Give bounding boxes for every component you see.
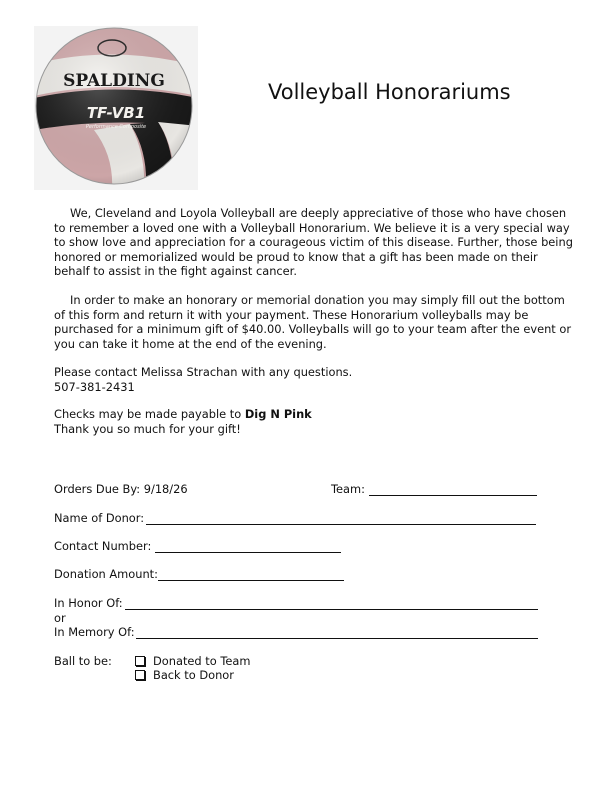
- option-donated-label: Donated to Team: [153, 654, 251, 668]
- contact-number-field[interactable]: [155, 540, 341, 553]
- volleyball-image: [34, 26, 198, 190]
- honor-field[interactable]: [125, 597, 538, 610]
- checks-payee: Dig N Pink: [244, 407, 312, 421]
- thanks-line: Thank you so much for your gift!: [54, 421, 241, 436]
- honor-label: In Honor Of:: [54, 596, 123, 610]
- model-label: TF-VB1: [86, 104, 146, 122]
- or-row: [54, 611, 66, 625]
- contact-line: Please contact Melissa Strachan with any questions.: [54, 365, 353, 379]
- intro-paragraph: [54, 206, 574, 279]
- instructions-text: In order to make an honorary or memorial donation you may simply fill out the bottom of this form and return it with your payment. These Honorarium volleyballs may be purchased for a minimum gift of $40.00. Volleyballs will go to your team after the event or you can take it home at the end of the evening.: [54, 293, 572, 351]
- checkbox-icon[interactable]: [135, 656, 145, 666]
- donor-field[interactable]: [146, 512, 536, 525]
- or-label: or: [54, 611, 66, 625]
- contact-block: [54, 365, 574, 394]
- memory-row: [54, 625, 538, 639]
- spalding-logo: SPALDING: [63, 71, 165, 91]
- donor-label: Name of Donor:: [54, 511, 145, 525]
- memory-field[interactable]: [136, 626, 538, 639]
- team-row: [331, 482, 537, 496]
- checks-block: [54, 407, 574, 436]
- orders-due-row: [54, 482, 188, 496]
- ball-row: [54, 654, 112, 668]
- model-subtitle: Performance Composite: [85, 124, 147, 130]
- option-donated[interactable]: [135, 654, 250, 668]
- option-back-to-donor[interactable]: [135, 668, 250, 682]
- team-label: Team:: [331, 482, 365, 496]
- page-title: Volleyball Honorariums: [268, 80, 511, 104]
- donation-label: Donation Amount:: [54, 567, 158, 581]
- option-back-label: Back to Donor: [153, 668, 234, 682]
- team-field[interactable]: [369, 483, 537, 496]
- ball-label: Ball to be:: [54, 654, 112, 668]
- contact-phone: 507-381-2431: [54, 379, 135, 394]
- orders-due-label: Orders Due By: 9/18/26: [54, 482, 188, 496]
- honor-row: [54, 596, 538, 610]
- intro-text: We, Cleveland and Loyola Volleyball are deeply appreciative of those who have chosen to remember a loved one with a Volleyball Honorarium. We believe it is a very special way to show love and appreciation for a courageous victim of this disease. Further, those being honored or memorialized would be proud to know that a gift has been made on their behalf to assist in the fight against cancer.: [54, 206, 573, 279]
- donor-row: [54, 511, 536, 525]
- contact-number-label: Contact Number:: [54, 539, 152, 553]
- checks-prefix: Checks may be made payable to: [54, 407, 245, 421]
- instructions-paragraph: [54, 293, 574, 351]
- checkbox-icon[interactable]: [135, 670, 145, 680]
- donation-field[interactable]: [158, 568, 344, 581]
- contact-number-row: [54, 539, 341, 553]
- ball-options: [135, 654, 250, 682]
- memory-label: In Memory Of:: [54, 625, 135, 639]
- donation-row: [54, 567, 344, 581]
